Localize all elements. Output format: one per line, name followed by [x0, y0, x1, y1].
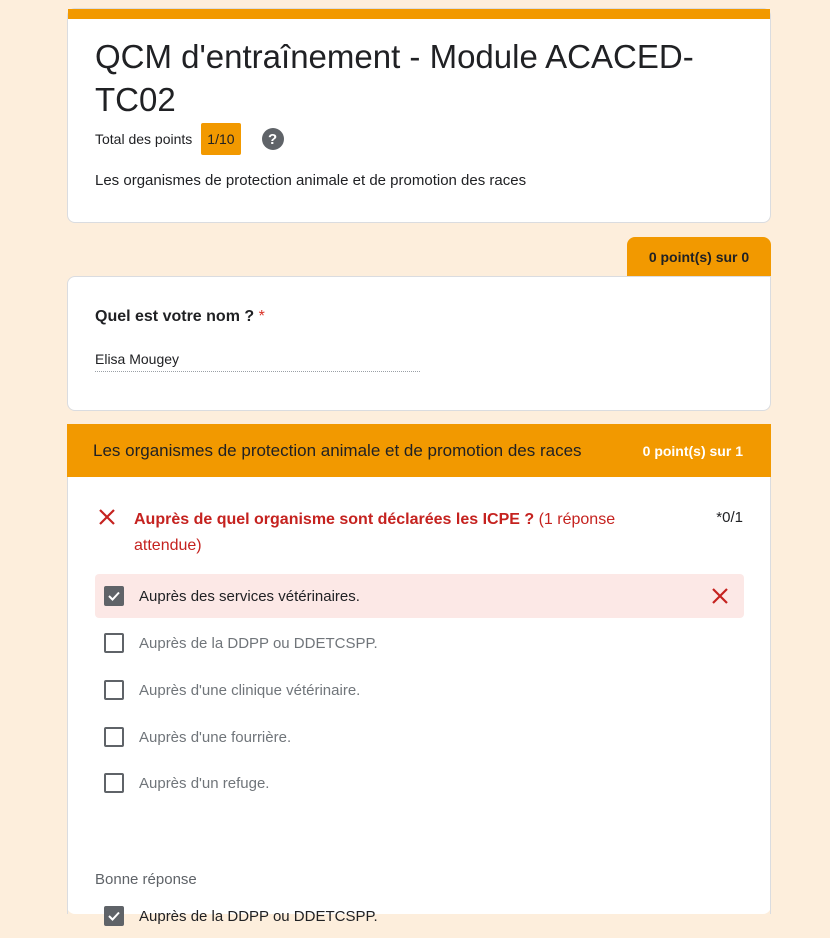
question-hint: (1 réponse attendue)	[134, 511, 616, 554]
option-label: Auprès d'un refuge.	[139, 774, 270, 792]
name-question-points-tab	[627, 237, 771, 277]
section-card	[67, 424, 771, 925]
name-question-label	[95, 308, 265, 326]
option-label: Auprès de la DDPP ou DDETCSPP.	[139, 634, 378, 652]
name-question-points: 0 point(s) sur 0	[648, 249, 750, 265]
checkbox-icon[interactable]	[104, 727, 124, 747]
total-score-badge: 1/10	[201, 123, 240, 155]
incorrect-icon	[710, 586, 730, 606]
option-4[interactable]	[95, 715, 744, 759]
section-header	[67, 424, 771, 477]
name-answer-field[interactable]: Elisa Mougey	[95, 351, 420, 372]
correct-answer-label: Auprès de la DDPP ou DDETCSPP.	[139, 907, 378, 925]
option-5[interactable]	[95, 761, 744, 805]
checkbox-icon[interactable]	[104, 680, 124, 700]
question-title	[134, 507, 664, 559]
section-score: 0 point(s) sur 1	[642, 442, 743, 459]
checkbox-icon[interactable]	[104, 773, 124, 793]
correct-answer-option	[95, 894, 744, 938]
checkbox-checked-icon	[104, 906, 124, 926]
option-label: Auprès d'une clinique vétérinaire.	[139, 681, 361, 699]
checkbox-checked-icon[interactable]	[104, 586, 124, 606]
total-points-row	[95, 123, 284, 155]
required-mark: *	[258, 308, 265, 325]
option-2[interactable]	[95, 621, 744, 665]
question-body	[67, 477, 771, 925]
option-3[interactable]	[95, 668, 744, 712]
correct-answer-heading: Bonne réponse	[95, 871, 197, 888]
form-header-card	[67, 8, 771, 223]
question-text: Auprès de quel organisme sont déclarées les ICPE ?	[134, 511, 535, 528]
option-label: Auprès des services vétérinaires.	[139, 587, 360, 605]
checkbox-icon[interactable]	[104, 633, 124, 653]
total-points-label: Total des points	[95, 131, 193, 147]
question-score: *0/1	[716, 509, 743, 526]
option-1[interactable]	[95, 574, 744, 618]
form-description: Les organismes de protection animale et de promotion des races	[95, 172, 527, 189]
wrong-answer-icon	[97, 507, 117, 527]
section-title: Les organismes de protection animale et de promotion des races	[93, 440, 582, 460]
name-question-card	[67, 276, 771, 411]
help-icon[interactable]: ?	[262, 128, 284, 150]
form-title: QCM d'entraînement - Module ACACED-TC02	[95, 38, 694, 118]
header-accent-bar	[68, 9, 770, 19]
name-question-text: Quel est votre nom ?	[95, 308, 255, 325]
option-label: Auprès d'une fourrière.	[139, 728, 292, 746]
